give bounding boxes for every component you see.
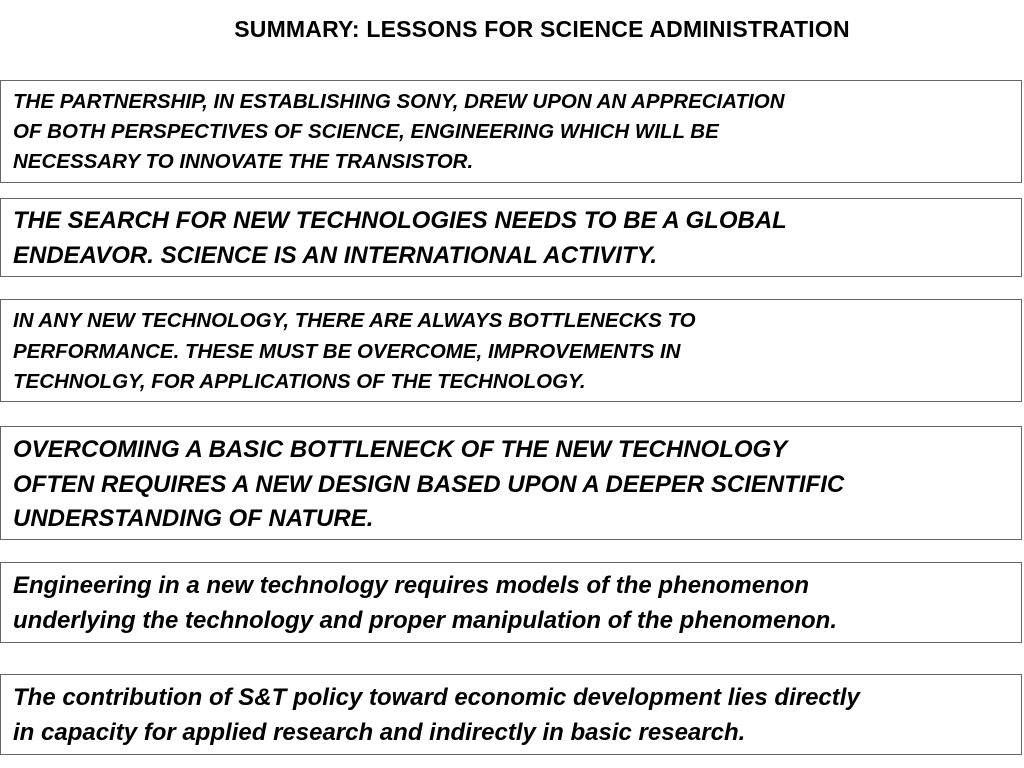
lesson-box-5: Engineering in a new technology requires models of the phenomenon underlying the technology and proper manipulation of the phenomenon.	[0, 562, 1022, 643]
lesson-box-6: The contribution of S&T policy toward economic development lies directly in capacity for applied research and indirectly in basic research.	[0, 674, 1022, 755]
lesson-box-2: THE SEARCH FOR NEW TECHNOLOGIES NEEDS TO BE A GLOBAL ENDEAVOR. SCIENCE IS AN INTERNATIONAL ACTIVITY.	[0, 198, 1022, 277]
lesson-box-4: OVERCOMING A BASIC BOTTLENECK OF THE NEW TECHNOLOGY OFTEN REQUIRES A NEW DESIGN BASED UPON A DEEPER SCIENTIFIC UNDERSTANDING OF NATURE.	[0, 426, 1022, 540]
lesson-box-1: THE PARTNERSHIP, IN ESTABLISHING SONY, DREW UPON AN APPRECIATION OF BOTH PERSPECTIVES OF SCIENCE, ENGINEERING WHICH WILL BE NECESSARY TO INNOVATE THE TRANSISTOR.	[0, 80, 1022, 183]
page-title: SUMMARY: LESSONS FOR SCIENCE ADMINISTRATION	[234, 16, 850, 42]
lesson-box-3: IN ANY NEW TECHNOLOGY, THERE ARE ALWAYS BOTTLENECKS TO PERFORMANCE. THESE MUST BE OVERCOME, IMPROVEMENTS IN TECHNOLGY, FOR APPLICATIONS OF THE TECHNOLOGY.	[0, 299, 1022, 402]
